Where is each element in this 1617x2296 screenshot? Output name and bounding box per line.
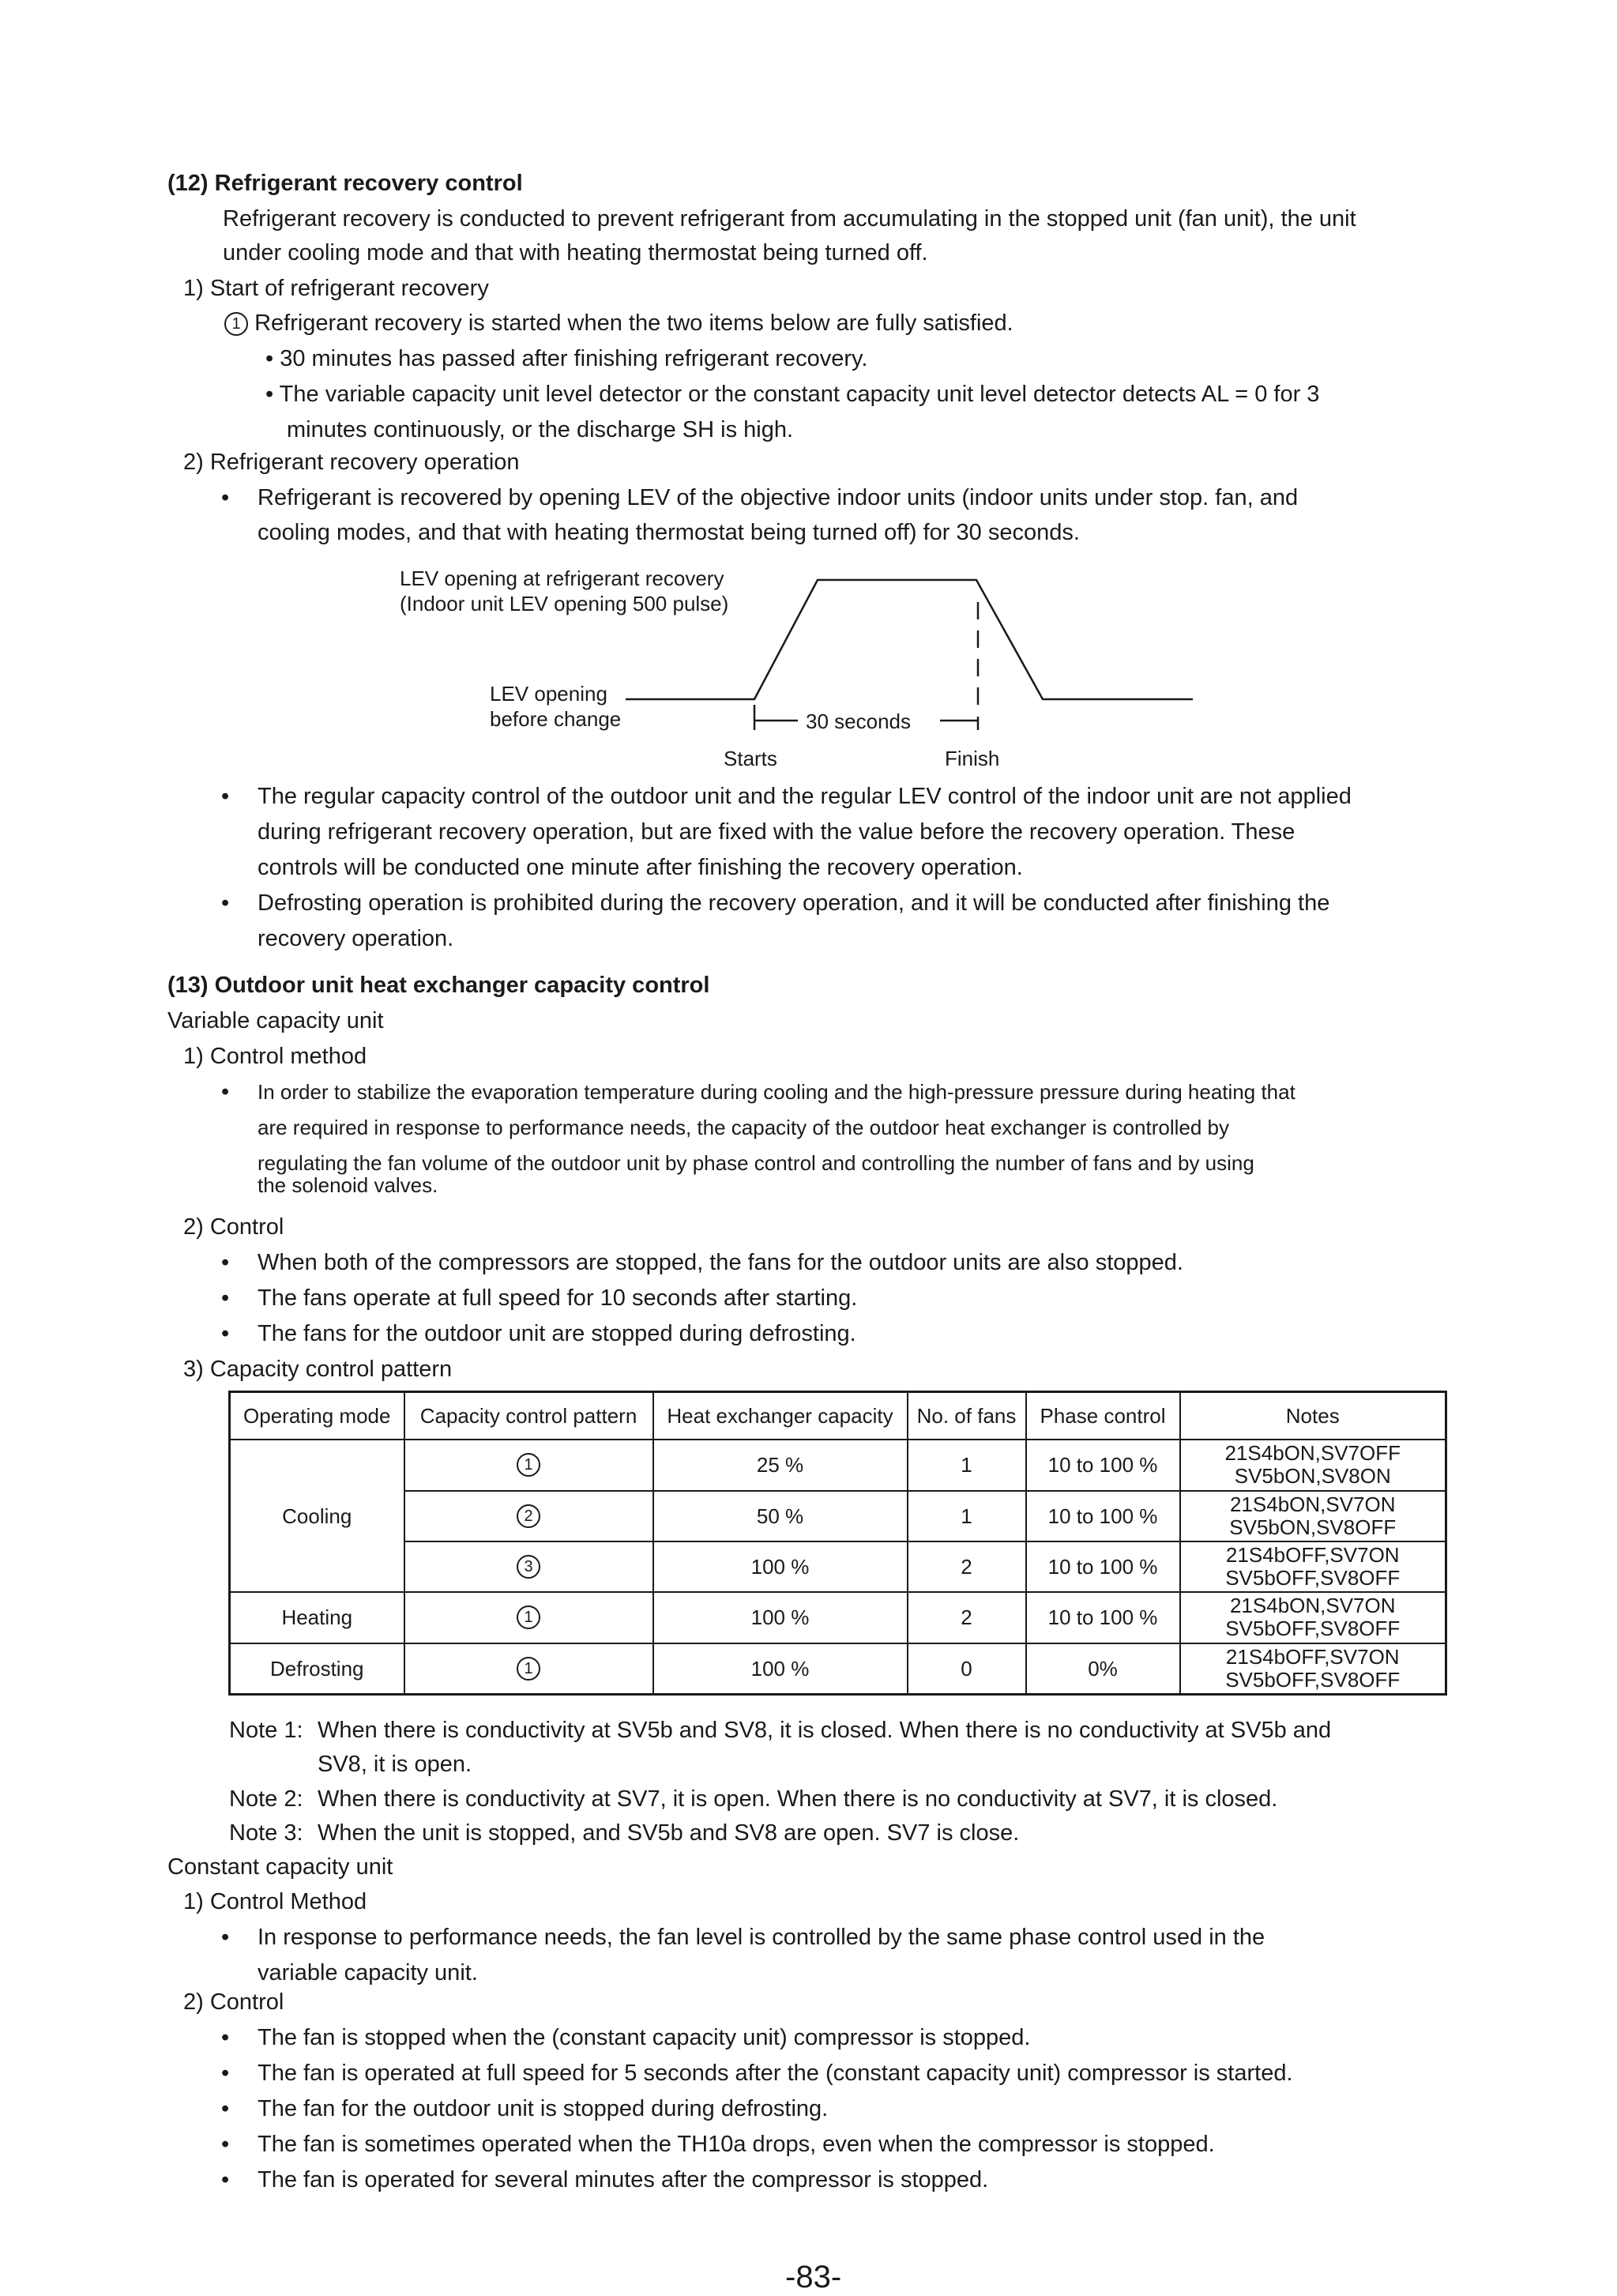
bullet: •: [221, 485, 230, 510]
start-condition-2-line2: minutes continuously, or the discharge SH is high.: [287, 417, 794, 442]
duration-label: 30 seconds: [806, 710, 911, 733]
recovery-op-1-line1: Refrigerant is recovered by opening LEV of the objective indoor units (indoor units under stop. fan, and: [258, 485, 1299, 510]
bullet: •: [221, 2096, 230, 2121]
control-item-2: The fans operate at full speed for 10 seconds after starting.: [258, 1285, 858, 1311]
constant-method-line2: variable capacity unit.: [258, 1960, 478, 1985]
bullet: •: [221, 1321, 230, 1346]
bullet: •: [221, 1285, 230, 1311]
note-line1: 21S4bOFF,SV7ON: [1225, 1644, 1400, 1669]
note-line2: SV5bON,SV8OFF: [1229, 1515, 1397, 1539]
pattern-cell: [404, 1491, 653, 1541]
circled-number: 3: [517, 1555, 540, 1579]
control-item-3: The fans for the outdoor unit are stopped during defrosting.: [258, 1321, 856, 1346]
note-line1: 21S4bON,SV7ON: [1229, 1492, 1396, 1516]
lev-before-label-line2: before change: [490, 707, 622, 731]
phase-cell: 10 to 100 %: [1026, 1592, 1180, 1643]
note-line1: 21S4bON,SV7ON: [1229, 1594, 1396, 1618]
lev-open-label-line1: LEV opening at refrigerant recovery: [400, 566, 724, 590]
recovery-op-1-line2: cooling modes, and that with heating thermostat being turned off) for 30 seconds.: [258, 520, 1080, 545]
fans-cell: 0: [908, 1643, 1026, 1695]
circled-number: 1: [517, 1453, 540, 1477]
note-2-text: When there is conductivity at SV7, it is open. When there is no conductivity at SV7, it is closed.: [318, 1786, 1278, 1812]
bullet: •: [221, 2061, 230, 2086]
lev-before-label-line1: LEV opening: [490, 682, 607, 706]
bullet: •: [221, 2167, 230, 2192]
fans-cell: 1: [908, 1440, 1026, 1490]
lev-opening-diagram: [379, 563, 1217, 776]
phase-cell: 10 to 100 %: [1026, 1491, 1180, 1541]
bullet: •: [221, 784, 230, 809]
note-line2: SV5bOFF,SV8OFF: [1225, 1667, 1401, 1692]
recovery-op-2-line3: controls will be conducted one minute after finishing the recovery operation.: [258, 855, 1023, 880]
header-no-of-fans: No. of fans: [908, 1392, 1026, 1440]
note-1-line1: When there is conductivity at SV5b and SV8, it is closed. When there is no conductivity at SV5b and: [318, 1718, 1332, 1743]
bullet: •: [221, 890, 230, 916]
header-heat-exchanger-capacity: Heat exchanger capacity: [653, 1392, 908, 1440]
constant-control-1: The fan is stopped when the (constant capacity unit) compressor is stopped.: [258, 2025, 1031, 2050]
control-item-1: When both of the compressors are stopped, the fans for the outdoor units are also stopped.: [258, 1250, 1183, 1275]
note-line2: SV5bOFF,SV8OFF: [1225, 1617, 1401, 1641]
constant-unit-title: Constant capacity unit: [167, 1854, 393, 1880]
section-12-intro-line2: under cooling mode and that with heating thermostat being turned off.: [223, 240, 928, 265]
bullet: •: [221, 1925, 230, 1950]
control-method-line2: are required in response to performance needs, the capacity of the outdoor heat exchanger is controlled by: [258, 1116, 1229, 1139]
note-line2: SV5bOFF,SV8OFF: [1225, 1566, 1401, 1590]
notes-cell: [1180, 1643, 1446, 1695]
note-1-line2: SV8, it is open.: [318, 1752, 472, 1777]
header-notes: Notes: [1180, 1392, 1446, 1440]
note-3-label: Note 3:: [229, 1820, 303, 1846]
pattern-cell: [404, 1440, 653, 1490]
start-label: Starts: [724, 747, 777, 770]
notes-cell: [1180, 1592, 1446, 1643]
mode-defrosting: Defrosting: [230, 1643, 404, 1695]
notes-cell: [1180, 1440, 1446, 1490]
circled-number: 1: [224, 312, 248, 336]
page-number: -83-: [785, 2260, 842, 2294]
recovery-start-condition: [224, 309, 1013, 337]
circled-number: 1: [517, 1605, 540, 1629]
recovery-start-label: 1) Start of refrigerant recovery: [183, 276, 489, 301]
note-1-label: Note 1:: [229, 1718, 303, 1743]
fans-cell: 2: [908, 1541, 1026, 1592]
constant-method-label: 1) Control Method: [183, 1889, 367, 1914]
header-capacity-pattern: Capacity control pattern: [404, 1392, 653, 1440]
control-label: 2) Control: [183, 1214, 284, 1240]
table-row: [230, 1440, 1446, 1490]
recovery-op-2-line2: during refrigerant recovery operation, but are fixed with the value before the recovery operation. These: [258, 819, 1295, 845]
recovery-operation-label: 2) Refrigerant recovery operation: [183, 450, 520, 475]
table-header-row: [230, 1392, 1446, 1440]
bullet: •: [221, 1079, 230, 1105]
notes-cell: [1180, 1541, 1446, 1592]
capacity-cell: 100 %: [653, 1643, 908, 1695]
pattern-cell: [404, 1541, 653, 1592]
variable-unit-title: Variable capacity unit: [167, 1008, 384, 1033]
bullet: •: [221, 2132, 230, 2157]
recovery-op-3-line1: Defrosting operation is prohibited during the recovery operation, and it will be conducted after finishing the: [258, 890, 1330, 916]
phase-cell: 0%: [1026, 1643, 1180, 1695]
capacity-cell: 50 %: [653, 1491, 908, 1541]
recovery-op-2-line1: The regular capacity control of the outdoor unit and the regular LEV control of the indoor unit are not applied: [258, 784, 1352, 809]
mode-cooling: Cooling: [230, 1440, 404, 1592]
control-method-label: 1) Control method: [183, 1044, 367, 1069]
note-line2: SV5bON,SV8ON: [1234, 1464, 1391, 1489]
table-row: [230, 1592, 1446, 1643]
section-12-intro-line1: Refrigerant recovery is conducted to prevent refrigerant from accumulating in the stopped unit (fan unit), the unit: [223, 206, 1356, 231]
constant-control-3: The fan for the outdoor unit is stopped during defrosting.: [258, 2096, 829, 2121]
bullet: •: [221, 2025, 230, 2050]
note-line1: 21S4bON,SV7OFF: [1224, 1441, 1401, 1466]
control-method-line3: regulating the fan volume of the outdoor unit by phase control and controlling the number of fans and by using: [258, 1151, 1254, 1175]
note-3-text: When the unit is stopped, and SV5b and SV8 are open. SV7 is close.: [318, 1820, 1020, 1846]
constant-control-2: The fan is operated at full speed for 5 seconds after the (constant capacity unit) compressor is started.: [258, 2061, 1293, 2086]
control-method-line1: In order to stabilize the evaporation temperature during cooling and the high-pressure pressure during heating that: [258, 1080, 1295, 1104]
pattern-cell: [404, 1592, 653, 1643]
capacity-cell: 100 %: [653, 1592, 908, 1643]
finish-label: Finish: [945, 747, 1000, 770]
section-13-heading: (13) Outdoor unit heat exchanger capacity control: [167, 973, 710, 998]
table-row: [230, 1491, 1446, 1541]
start-condition-2-line1: • The variable capacity unit level detector or the constant capacity unit level detector detects AL = 0 for 3: [265, 382, 1320, 407]
lev-open-label-line2: (Indoor unit LEV opening 500 pulse): [400, 592, 729, 615]
circled-number: 2: [517, 1504, 540, 1528]
mode-heating: Heating: [230, 1592, 404, 1643]
fans-cell: 2: [908, 1592, 1026, 1643]
bullet: •: [221, 1250, 230, 1275]
table-row: [230, 1643, 1446, 1695]
constant-control-4: The fan is sometimes operated when the TH10a drops, even when the compressor is stopped.: [258, 2132, 1215, 2157]
notes-cell: [1180, 1491, 1446, 1541]
recovery-op-3-line2: recovery operation.: [258, 926, 454, 951]
capacity-pattern-label: 3) Capacity control pattern: [183, 1357, 453, 1382]
constant-control-5: The fan is operated for several minutes after the compressor is stopped.: [258, 2167, 989, 2192]
constant-control-label: 2) Control: [183, 1989, 284, 2015]
capacity-control-table: [228, 1391, 1447, 1696]
circled-number: 1: [517, 1657, 540, 1681]
table-row: [230, 1541, 1446, 1592]
section-12-heading: (12) Refrigerant recovery control: [167, 171, 523, 196]
phase-cell: 10 to 100 %: [1026, 1541, 1180, 1592]
start-condition-1: • 30 minutes has passed after finishing refrigerant recovery.: [265, 346, 868, 371]
note-line1: 21S4bOFF,SV7ON: [1225, 1543, 1400, 1568]
note-2-label: Note 2:: [229, 1786, 303, 1812]
header-operating-mode: Operating mode: [230, 1392, 404, 1440]
constant-method-line1: In response to performance needs, the fan level is controlled by the same phase control used in the: [258, 1925, 1265, 1950]
header-phase-control: Phase control: [1026, 1392, 1180, 1440]
recovery-start-text: Refrigerant recovery is started when the two items below are fully satisfied.: [254, 311, 1013, 336]
fans-cell: 1: [908, 1491, 1026, 1541]
phase-cell: 10 to 100 %: [1026, 1440, 1180, 1490]
pattern-cell: [404, 1643, 653, 1695]
capacity-cell: 100 %: [653, 1541, 908, 1592]
control-method-line4: the solenoid valves.: [258, 1173, 438, 1197]
capacity-cell: 25 %: [653, 1440, 908, 1490]
